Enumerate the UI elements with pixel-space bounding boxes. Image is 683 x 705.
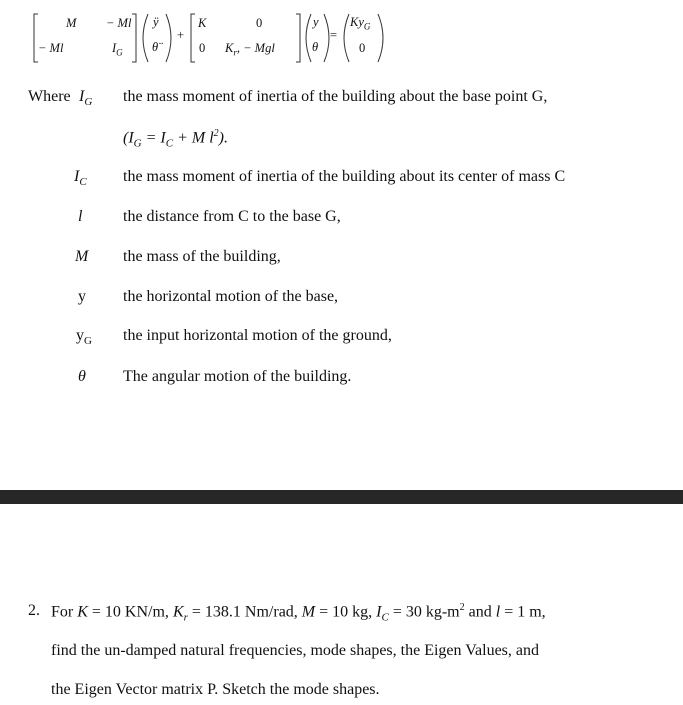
where-label: Where <box>28 88 71 105</box>
stiffness-r2c2-base: K <box>225 41 234 55</box>
def-text-theta: The angular motion of the building. <box>123 368 352 385</box>
equation-of-motion <box>0 0 683 75</box>
def-symbol-ic <box>74 168 87 188</box>
ig-formula-rest: + M l <box>173 129 214 147</box>
ig-formula-sup: 2 <box>213 128 219 139</box>
disp-vector-bottom: θ <box>312 40 319 54</box>
p-line1-b: = 10 KN/m, <box>87 603 173 621</box>
plus-sign: + <box>177 28 185 42</box>
def-symbol-theta: θ <box>78 368 86 385</box>
def-symbol-ic-base: I <box>74 168 80 185</box>
stiffness-left-bracket <box>191 14 195 62</box>
rhs-top-sub: G <box>363 21 371 32</box>
problem-line-1 <box>51 602 546 624</box>
page-separator-bar <box>0 490 683 504</box>
def-text-ic: the mass moment of inertia of the building about its center of mass C <box>123 168 566 185</box>
p-line1-kr-sub: r <box>183 611 188 624</box>
mass-matrix-r1c2: − Ml <box>106 16 132 30</box>
stiffness-right-bracket <box>296 14 300 62</box>
stiffness-matrix-r2c1: 0 <box>199 41 206 55</box>
ig-formula-close: ). <box>218 129 228 147</box>
def-symbol-ig-sub: G <box>84 96 93 109</box>
p-line1-ic-sub: C <box>381 611 389 624</box>
def-symbol-yg-base: y <box>76 327 84 344</box>
accel-vector-bottom: θ̈ <box>152 40 159 54</box>
disp-right-paren <box>324 14 329 62</box>
stiffness-matrix-r1c1: K <box>198 16 207 30</box>
def-text-l: the distance from C to the base G, <box>123 208 341 225</box>
p-line1-f: and <box>464 603 496 621</box>
mass-matrix-r2c2 <box>112 41 123 58</box>
p-line1-k: K <box>77 603 88 621</box>
accel-vector-top: ÿ <box>153 15 159 29</box>
equation-brackets <box>0 0 683 75</box>
equals-sign: = <box>330 28 338 42</box>
p-line1-kr: K <box>172 603 184 621</box>
ig-formula-sub2: C <box>165 137 174 150</box>
rhs-left-paren <box>344 14 349 62</box>
def-text-y: the horizontal motion of the base, <box>123 288 339 305</box>
disp-vector-top: y <box>313 15 319 29</box>
p-line1-d: = 10 kg, <box>315 603 377 621</box>
mass-matrix-right-bracket <box>132 14 136 62</box>
rhs-vector-bottom: 0 <box>359 41 366 55</box>
ig-formula-mid: = I <box>141 129 166 147</box>
p-line1-e-sup: 2 <box>459 602 465 613</box>
def-text-m: the mass of the building, <box>123 248 281 265</box>
def-symbol-yg <box>76 327 92 347</box>
mass-matrix-r2c2-base: I <box>112 41 117 55</box>
p-line1-a: For <box>51 603 78 621</box>
def-symbol-yg-sub: G <box>84 335 92 348</box>
stiffness-r2c2-sub: r <box>233 47 237 58</box>
def-text-ig: the mass moment of inertia of the building about the base point G, <box>123 88 548 105</box>
rhs-top-base: Ky <box>350 15 364 29</box>
stiffness-r2c2-rest: , − Mgl <box>236 41 275 55</box>
def-symbol-ic-sub: C <box>79 176 87 189</box>
problem-line-2: find the un-damped natural frequencies, mode shapes, the Eigen Values, and <box>51 642 539 659</box>
ig-formula-sub1: G <box>133 137 142 150</box>
accel-left-paren <box>143 14 148 62</box>
stiffness-matrix-r2c2 <box>225 41 275 58</box>
rhs-vector-top <box>350 15 370 32</box>
p-line1-l: l <box>495 603 501 621</box>
def-symbol-y: y <box>78 288 86 305</box>
p-line1-ic: I <box>376 603 382 621</box>
accel-right-paren <box>166 14 171 62</box>
p-line1-g: = 1 m, <box>500 603 546 621</box>
def-symbol-l: l <box>78 208 83 225</box>
rhs-right-paren <box>378 14 383 62</box>
problem-line-3: the Eigen Vector matrix P. Sketch the mode shapes. <box>51 681 380 698</box>
disp-left-paren <box>306 14 311 62</box>
ig-formula <box>123 128 228 150</box>
p-line1-c: = 138.1 Nm/rad, <box>187 603 302 621</box>
mass-matrix-r2c1: − Ml <box>38 41 64 55</box>
ig-formula-open: (I <box>123 129 134 147</box>
mass-matrix-r2c2-sub: G <box>116 47 123 58</box>
def-symbol-m: M <box>75 248 89 265</box>
mass-matrix-r1c1: M <box>66 16 77 30</box>
p-line1-m: M <box>301 603 316 621</box>
p-line1-e: = 30 kg-m <box>388 603 460 621</box>
def-text-yg: the input horizontal motion of the ground, <box>123 327 392 344</box>
def-symbol-ig <box>79 88 92 108</box>
problem-number: 2. <box>28 602 40 619</box>
def-symbol-ig-base: I <box>79 88 85 105</box>
stiffness-matrix-r1c2: 0 <box>256 16 263 30</box>
